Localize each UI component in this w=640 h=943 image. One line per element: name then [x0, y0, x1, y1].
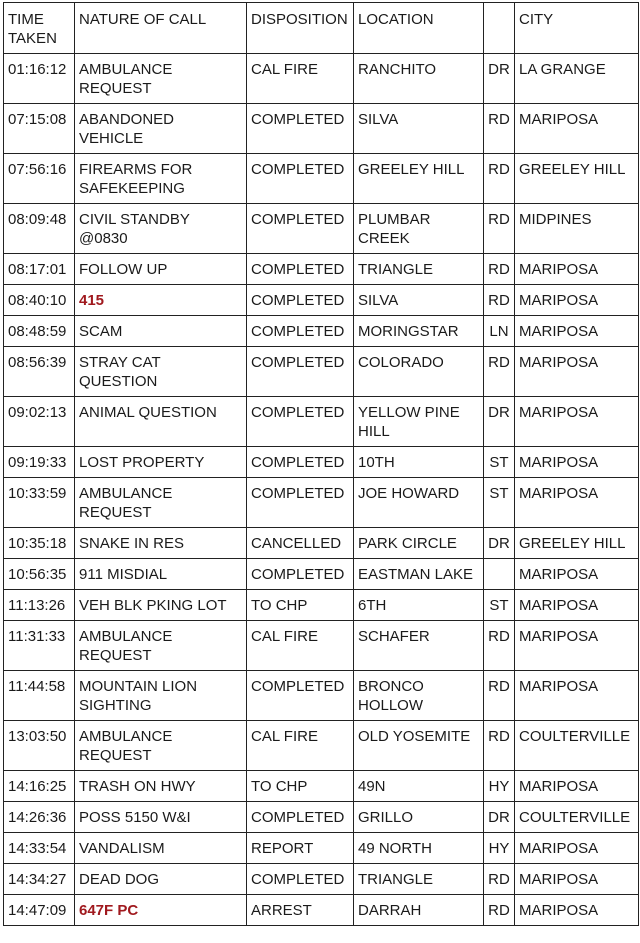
cell-disposition: COMPLETED [247, 864, 354, 895]
cell-street-type: RD [484, 864, 515, 895]
table-row [4, 802, 639, 833]
cell-time-taken: 14:34:27 [4, 864, 75, 895]
cell-disposition: COMPLETED [247, 104, 354, 154]
cell-city: MARIPOSA [515, 864, 639, 895]
cell-disposition: COMPLETED [247, 285, 354, 316]
cell-city: COULTERVILLE [515, 721, 639, 771]
cell-disposition: COMPLETED [247, 347, 354, 397]
table-row [4, 254, 639, 285]
cell-time-taken: 10:33:59 [4, 478, 75, 528]
cell-street-type: RD [484, 671, 515, 721]
cell-location: JOE HOWARD [354, 478, 484, 528]
cell-location: YELLOW PINE HILL [354, 397, 484, 447]
cell-time-taken: 07:56:16 [4, 154, 75, 204]
cell-street-type: RD [484, 895, 515, 926]
cell-nature-of-call: AMBULANCE REQUEST [75, 54, 247, 104]
cell-location: PARK CIRCLE [354, 528, 484, 559]
cell-city: MARIPOSA [515, 771, 639, 802]
cell-time-taken: 08:48:59 [4, 316, 75, 347]
cell-location: TRIANGLE [354, 864, 484, 895]
cell-location: 49N [354, 771, 484, 802]
cell-disposition: TO CHP [247, 771, 354, 802]
cell-disposition: COMPLETED [247, 316, 354, 347]
table-row [4, 590, 639, 621]
cell-nature-of-call: ABANDONED VEHICLE [75, 104, 247, 154]
table-row [4, 104, 639, 154]
cell-time-taken: 08:17:01 [4, 254, 75, 285]
cell-disposition: CAL FIRE [247, 54, 354, 104]
cell-nature-of-call: SCAM [75, 316, 247, 347]
cell-nature-of-call: LOST PROPERTY [75, 447, 247, 478]
cell-nature-of-call: AMBULANCE REQUEST [75, 721, 247, 771]
cell-street-type: ST [484, 447, 515, 478]
header-row [4, 3, 639, 54]
cell-disposition: COMPLETED [247, 254, 354, 285]
cell-disposition: COMPLETED [247, 397, 354, 447]
cell-street-type: RD [484, 621, 515, 671]
table-row [4, 154, 639, 204]
cell-nature-of-call: POSS 5150 W&I [75, 802, 247, 833]
cell-location: GRILLO [354, 802, 484, 833]
cell-street-type: DR [484, 802, 515, 833]
cell-disposition: REPORT [247, 833, 354, 864]
cell-disposition: COMPLETED [247, 478, 354, 528]
cell-street-type: RD [484, 347, 515, 397]
table-row [4, 864, 639, 895]
cell-nature-of-call: 415 [75, 285, 247, 316]
cell-city: MARIPOSA [515, 316, 639, 347]
cell-disposition: COMPLETED [247, 802, 354, 833]
cell-street-type: RD [484, 154, 515, 204]
cell-street-type: DR [484, 54, 515, 104]
cell-location: EASTMAN LAKE [354, 559, 484, 590]
cell-disposition: COMPLETED [247, 447, 354, 478]
cell-city: MARIPOSA [515, 671, 639, 721]
cell-street-type: HY [484, 771, 515, 802]
cell-nature-of-call: AMBULANCE REQUEST [75, 621, 247, 671]
cell-street-type: RD [484, 721, 515, 771]
cell-city: MARIPOSA [515, 347, 639, 397]
cell-time-taken: 11:31:33 [4, 621, 75, 671]
cell-disposition: CAL FIRE [247, 721, 354, 771]
cell-time-taken: 14:16:25 [4, 771, 75, 802]
cell-location: SILVA [354, 104, 484, 154]
table-row [4, 397, 639, 447]
table-row [4, 671, 639, 721]
cell-location: SILVA [354, 285, 484, 316]
cell-city: LA GRANGE [515, 54, 639, 104]
cell-city: GREELEY HILL [515, 154, 639, 204]
table-row [4, 771, 639, 802]
cell-nature-of-call: 911 MISDIAL [75, 559, 247, 590]
cell-time-taken: 10:35:18 [4, 528, 75, 559]
table-body [4, 54, 639, 926]
cell-city: MARIPOSA [515, 895, 639, 926]
cell-location: 49 NORTH [354, 833, 484, 864]
cell-street-type: RD [484, 204, 515, 254]
cell-location: GREELEY HILL [354, 154, 484, 204]
table-row [4, 447, 639, 478]
cell-city: MIDPINES [515, 204, 639, 254]
cell-time-taken: 08:40:10 [4, 285, 75, 316]
cell-time-taken: 14:26:36 [4, 802, 75, 833]
table-row [4, 204, 639, 254]
cell-time-taken: 07:15:08 [4, 104, 75, 154]
cell-nature-of-call: VEH BLK PKING LOT [75, 590, 247, 621]
cell-street-type [484, 559, 515, 590]
table-row [4, 285, 639, 316]
cell-city: MARIPOSA [515, 104, 639, 154]
cell-nature-of-call: ANIMAL QUESTION [75, 397, 247, 447]
cell-location: PLUMBAR CREEK [354, 204, 484, 254]
cell-nature-of-call: FOLLOW UP [75, 254, 247, 285]
table-row [4, 347, 639, 397]
cell-street-type: ST [484, 478, 515, 528]
cell-time-taken: 09:02:13 [4, 397, 75, 447]
cell-time-taken: 11:44:58 [4, 671, 75, 721]
cell-street-type: ST [484, 590, 515, 621]
cell-city: GREELEY HILL [515, 528, 639, 559]
cell-location: TRIANGLE [354, 254, 484, 285]
table-row [4, 54, 639, 104]
cell-disposition: COMPLETED [247, 154, 354, 204]
cell-city: MARIPOSA [515, 478, 639, 528]
cell-disposition: COMPLETED [247, 671, 354, 721]
cell-location: 6TH [354, 590, 484, 621]
table-row [4, 559, 639, 590]
cell-time-taken: 11:13:26 [4, 590, 75, 621]
cell-nature-of-call: 647F PC [75, 895, 247, 926]
cell-nature-of-call: AMBULANCE REQUEST [75, 478, 247, 528]
header-nature-of-call: NATURE OF CALL [75, 3, 247, 54]
table-row [4, 528, 639, 559]
cell-street-type: LN [484, 316, 515, 347]
cell-location: 10TH [354, 447, 484, 478]
cell-time-taken: 08:09:48 [4, 204, 75, 254]
cell-time-taken: 09:19:33 [4, 447, 75, 478]
cell-disposition: CAL FIRE [247, 621, 354, 671]
cell-disposition: COMPLETED [247, 204, 354, 254]
cell-nature-of-call: DEAD DOG [75, 864, 247, 895]
cell-time-taken: 14:47:09 [4, 895, 75, 926]
cell-city: MARIPOSA [515, 447, 639, 478]
cell-city: MARIPOSA [515, 621, 639, 671]
call-log-table [3, 2, 639, 926]
cell-nature-of-call: VANDALISM [75, 833, 247, 864]
table-row [4, 895, 639, 926]
cell-street-type: DR [484, 528, 515, 559]
cell-city: MARIPOSA [515, 397, 639, 447]
table-row [4, 721, 639, 771]
cell-disposition: CANCELLED [247, 528, 354, 559]
cell-city: MARIPOSA [515, 833, 639, 864]
table-row [4, 316, 639, 347]
cell-disposition: TO CHP [247, 590, 354, 621]
table-row [4, 621, 639, 671]
cell-nature-of-call: SNAKE IN RES [75, 528, 247, 559]
cell-street-type: RD [484, 285, 515, 316]
table-row [4, 478, 639, 528]
cell-city: MARIPOSA [515, 590, 639, 621]
cell-street-type: DR [484, 397, 515, 447]
header-time-taken: TIME TAKEN [4, 3, 75, 54]
cell-city: MARIPOSA [515, 559, 639, 590]
header-location: LOCATION [354, 3, 484, 54]
cell-disposition: COMPLETED [247, 559, 354, 590]
table-row [4, 833, 639, 864]
cell-time-taken: 10:56:35 [4, 559, 75, 590]
header-city: CITY [515, 3, 639, 54]
cell-nature-of-call: CIVIL STANDBY @0830 [75, 204, 247, 254]
cell-location: MORINGSTAR [354, 316, 484, 347]
cell-location: COLORADO [354, 347, 484, 397]
cell-location: BRONCO HOLLOW [354, 671, 484, 721]
cell-time-taken: 01:16:12 [4, 54, 75, 104]
header-disposition: DISPOSITION [247, 3, 354, 54]
cell-nature-of-call: STRAY CAT QUESTION [75, 347, 247, 397]
cell-nature-of-call: TRASH ON HWY [75, 771, 247, 802]
cell-street-type: HY [484, 833, 515, 864]
header-street-type [484, 3, 515, 54]
cell-disposition: ARREST [247, 895, 354, 926]
cell-time-taken: 08:56:39 [4, 347, 75, 397]
cell-location: SCHAFER [354, 621, 484, 671]
cell-street-type: RD [484, 104, 515, 154]
cell-nature-of-call: MOUNTAIN LION SIGHTING [75, 671, 247, 721]
cell-city: MARIPOSA [515, 285, 639, 316]
cell-location: OLD YOSEMITE [354, 721, 484, 771]
cell-nature-of-call: FIREARMS FOR SAFEKEEPING [75, 154, 247, 204]
cell-city: COULTERVILLE [515, 802, 639, 833]
cell-time-taken: 13:03:50 [4, 721, 75, 771]
cell-location: RANCHITO [354, 54, 484, 104]
cell-street-type: RD [484, 254, 515, 285]
cell-time-taken: 14:33:54 [4, 833, 75, 864]
cell-city: MARIPOSA [515, 254, 639, 285]
cell-location: DARRAH [354, 895, 484, 926]
